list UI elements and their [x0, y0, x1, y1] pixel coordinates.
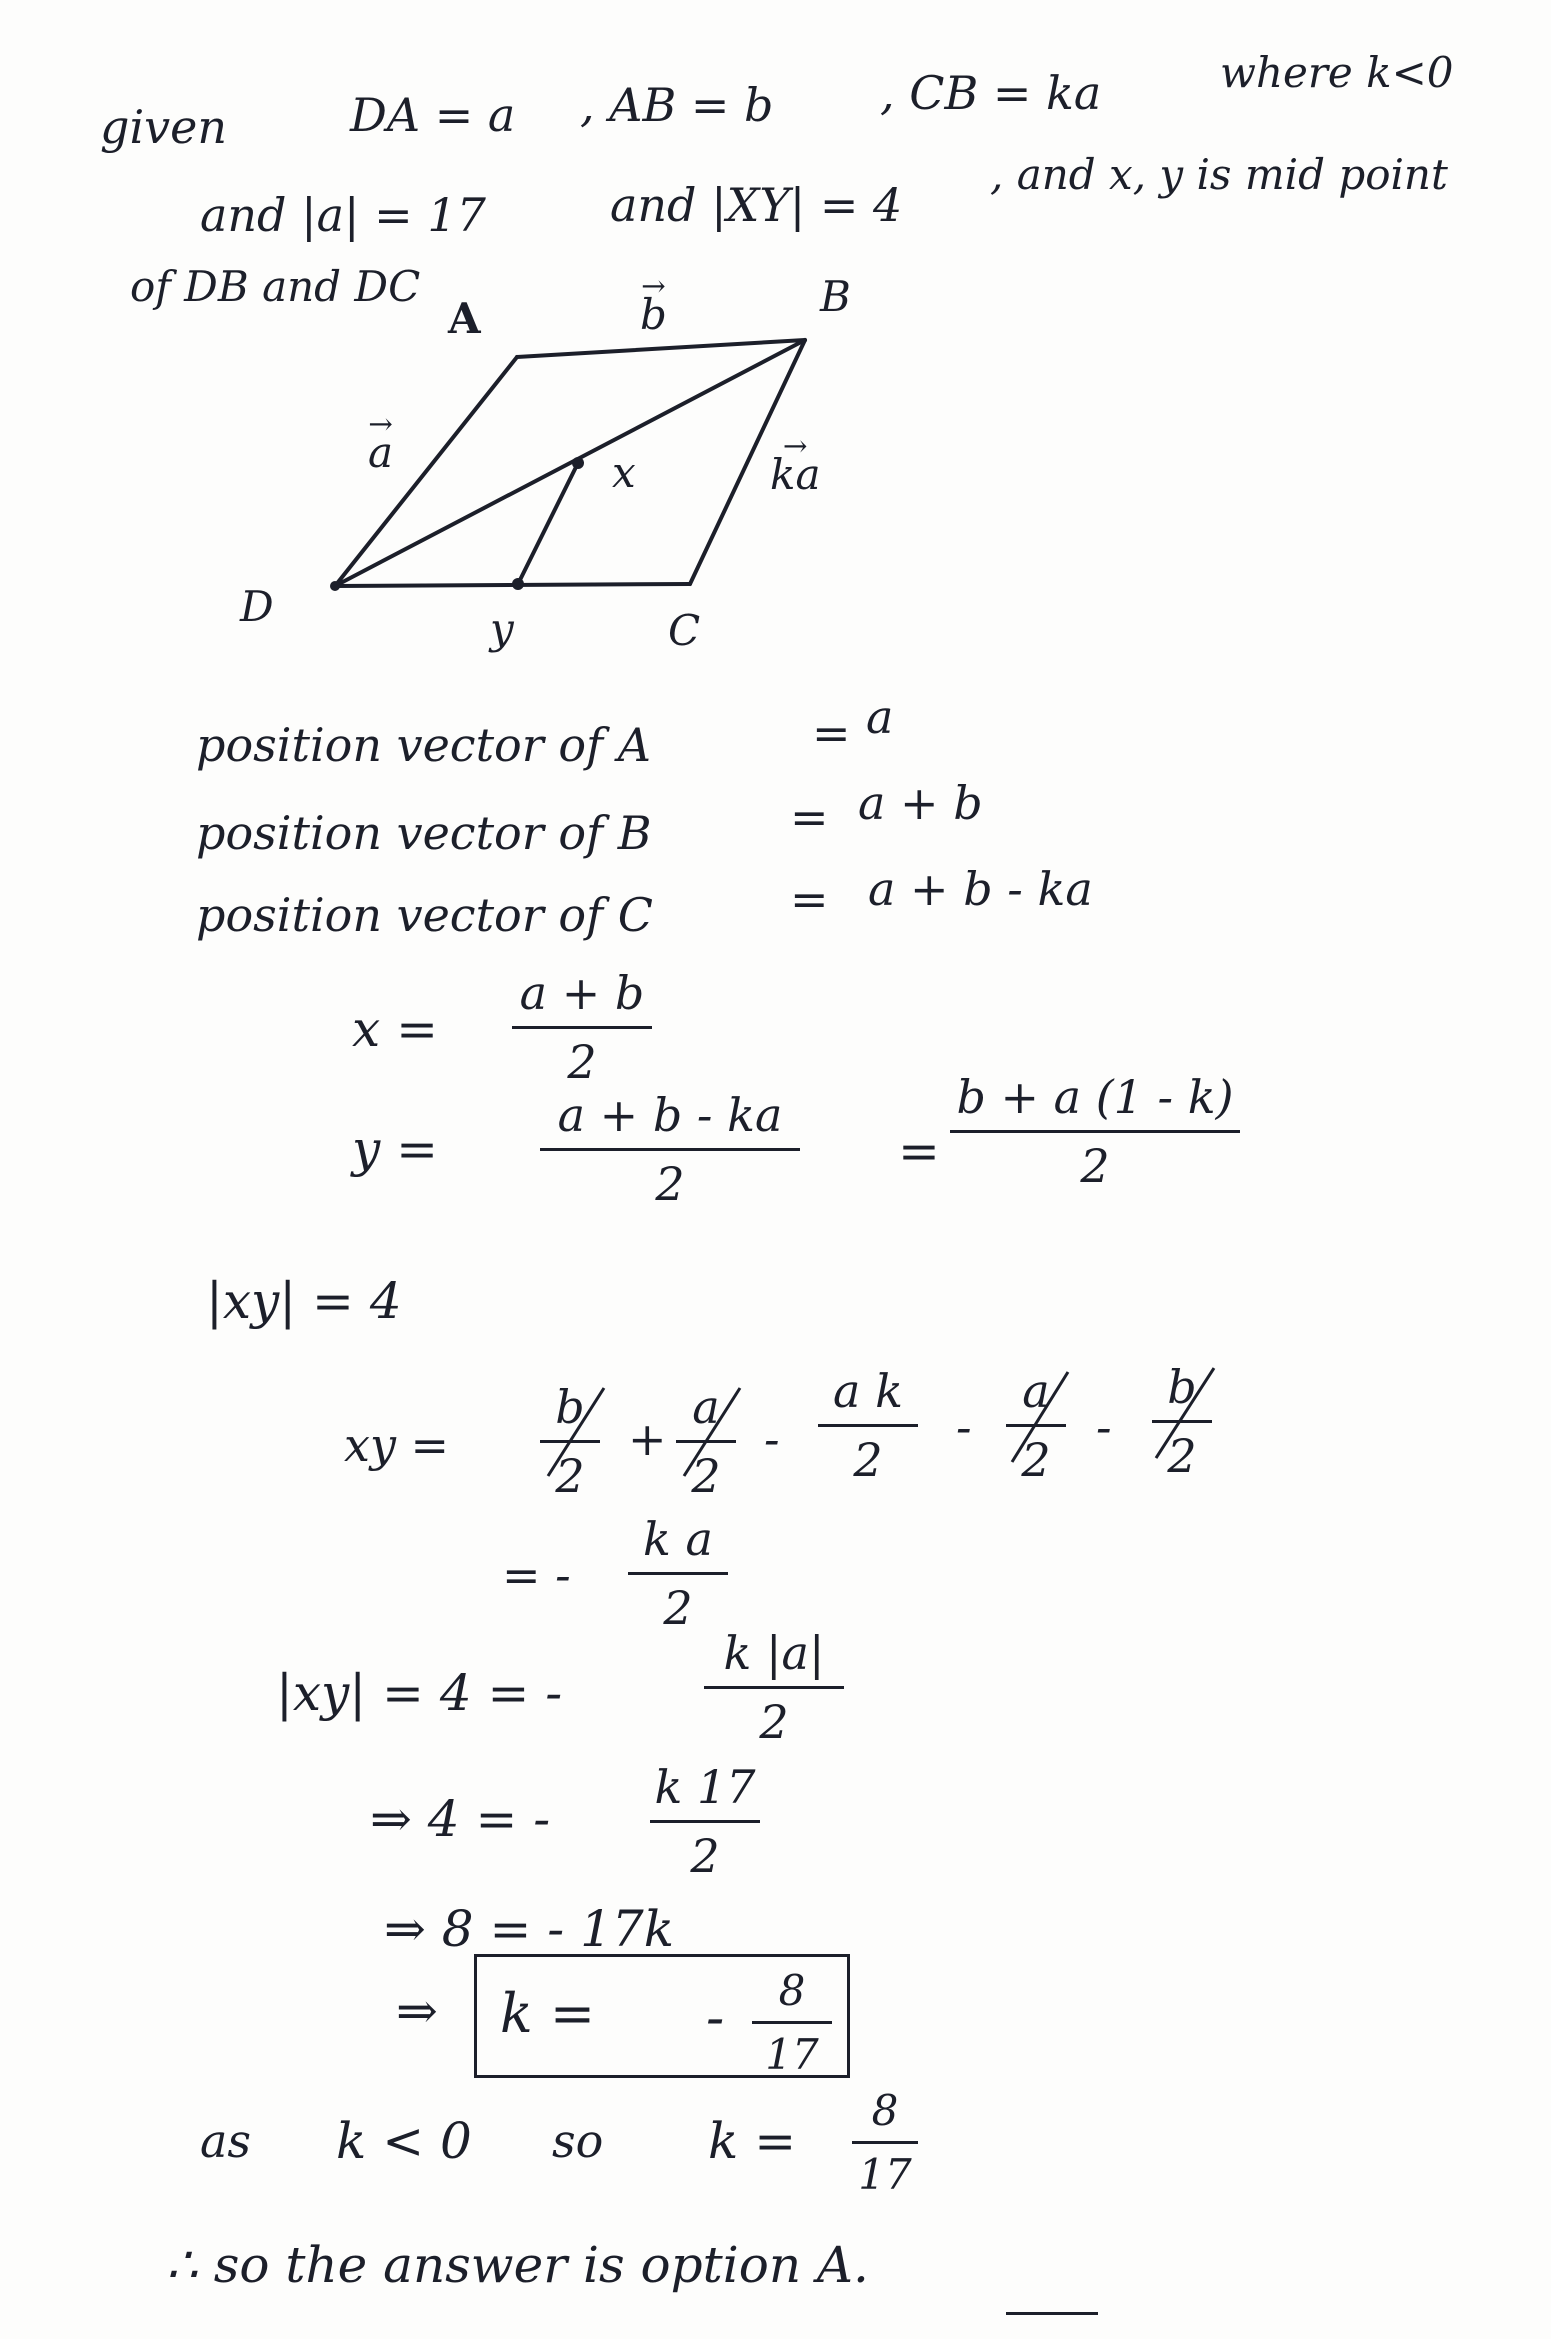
cancel-a-half-1 [684, 1388, 740, 1476]
ka-fraction-bar [628, 1572, 728, 1575]
y-lhs: y = [352, 1120, 439, 1178]
pv-c-label: position vector of C [196, 888, 653, 942]
mod-fraction [704, 1626, 844, 1749]
imp1-fraction-bar [650, 1820, 760, 1823]
imp1-fraction [650, 1760, 760, 1883]
xy-term-2-num: a [692, 1380, 720, 1434]
pv-c-eq: = [790, 872, 829, 926]
given-condition: where k<0 [1220, 48, 1454, 97]
conclusion-so: so [552, 2114, 604, 2168]
given-midpoint: , and x, y is mid point [990, 150, 1448, 199]
xy-term-3-den: 2 [853, 1433, 883, 1487]
vector-a-text: → a [368, 428, 393, 477]
xy-term-2-den: 2 [691, 1449, 721, 1503]
y-denominator-1: 2 [655, 1157, 685, 1211]
x-numerator: a + b [519, 966, 645, 1020]
xy-term-1-den: 2 [555, 1449, 585, 1503]
x-denominator: 2 [567, 1035, 597, 1089]
pv-a-eq: = [812, 706, 851, 760]
given-intro: given [100, 100, 227, 154]
vertex-c-label: C [668, 606, 701, 655]
vertex-b-label: B [820, 272, 851, 321]
xy-term-3-num: a k [833, 1364, 903, 1418]
given-ab: , AB = b [580, 78, 774, 132]
mod-fraction-bar [704, 1686, 844, 1689]
xy-term-1-num: b [555, 1380, 585, 1434]
conclusion-fraction-bar [852, 2141, 918, 2144]
given-of: of DB and DC [130, 262, 421, 311]
y-equals-2: = [898, 1122, 940, 1180]
imp1-numerator: k 17 [654, 1760, 756, 1814]
pv-b-eq: = [790, 790, 829, 844]
implies-step-2: ⇒ 8 = - 17k [384, 1900, 674, 1958]
xy-term-4-den: 2 [1021, 1433, 1051, 1487]
xy-term-4-num: a [1022, 1364, 1050, 1418]
box-lhs: k = [500, 1982, 596, 2045]
conclusion-k-eq: k = [708, 2112, 797, 2170]
ka-denominator: 2 [663, 1581, 693, 1635]
pv-b-value: a + b [858, 776, 983, 830]
xy-plus: + [628, 1412, 667, 1466]
point-y-label: y [490, 604, 514, 653]
xy-minus-2: - [956, 1400, 972, 1454]
y-denominator-2: 2 [1080, 1139, 1110, 1193]
ka-fraction [628, 1512, 728, 1635]
x-lhs: x = [352, 1000, 438, 1058]
imp1-denominator: 2 [690, 1829, 720, 1883]
conclusion-condition: k < 0 [336, 2112, 472, 2170]
given-da: DA = a [350, 88, 516, 142]
mod-denominator: 2 [759, 1695, 789, 1749]
final-answer: ∴ so the answer is option A. [166, 2236, 869, 2294]
vertex-d-label: D [240, 582, 274, 631]
box-denominator: 17 [765, 2030, 819, 2079]
cancel-b-half-2 [1156, 1368, 1214, 1458]
eq-ka-prefix: = - [502, 1548, 571, 1602]
point-x-label: x [612, 448, 636, 497]
cancel-a-half-2 [1012, 1372, 1068, 1462]
pv-a-value: a [866, 690, 894, 744]
vertex-a-label: A [448, 294, 481, 343]
given-mag-a: and |a| = 17 [200, 188, 486, 242]
conclusion-as: as [200, 2114, 252, 2168]
mag-xy-line: |xy| = 4 [206, 1272, 402, 1330]
xy-term-5-num: b [1167, 1360, 1197, 1414]
given-cb: , CB = ka [880, 66, 1102, 120]
box-sign: - [706, 1986, 725, 2049]
vector-ka-text: → ka [770, 450, 821, 499]
pv-c-value: a + b - ka [868, 862, 1093, 916]
implies-step-1: ⇒ 4 = - [370, 1790, 551, 1848]
implies-step-3: ⇒ [396, 1982, 438, 2040]
xy-term-5-den: 2 [1167, 1429, 1197, 1483]
xy-minus-1: - [764, 1412, 780, 1466]
conclusion-denominator: 17 [858, 2150, 912, 2199]
mod-lhs: |xy| = 4 = - [276, 1664, 563, 1722]
answer-underline [1006, 2312, 1098, 2315]
conclusion-numerator: 8 [871, 2086, 899, 2135]
y-numerator-1: a + b - ka [557, 1088, 783, 1142]
pv-b-label: position vector of B [196, 806, 652, 860]
pv-a-label: position vector of A [196, 718, 651, 772]
given-mag-xy: and |XY| = 4 [610, 178, 903, 232]
ka-numerator: k a [643, 1512, 713, 1566]
box-numerator: 8 [778, 1966, 806, 2015]
mod-numerator: k |a| [723, 1626, 825, 1680]
xy-lhs: xy = [344, 1418, 450, 1472]
box-fraction-bar [752, 2021, 832, 2024]
xy-minus-3: - [1096, 1400, 1112, 1454]
conclusion-fraction [852, 2086, 918, 2199]
cancel-b-half-1 [548, 1388, 604, 1476]
box-fraction [752, 1966, 832, 2079]
y-numerator-2: b + a (1 - k) [956, 1070, 1234, 1124]
vector-b-text: → b [640, 290, 667, 339]
